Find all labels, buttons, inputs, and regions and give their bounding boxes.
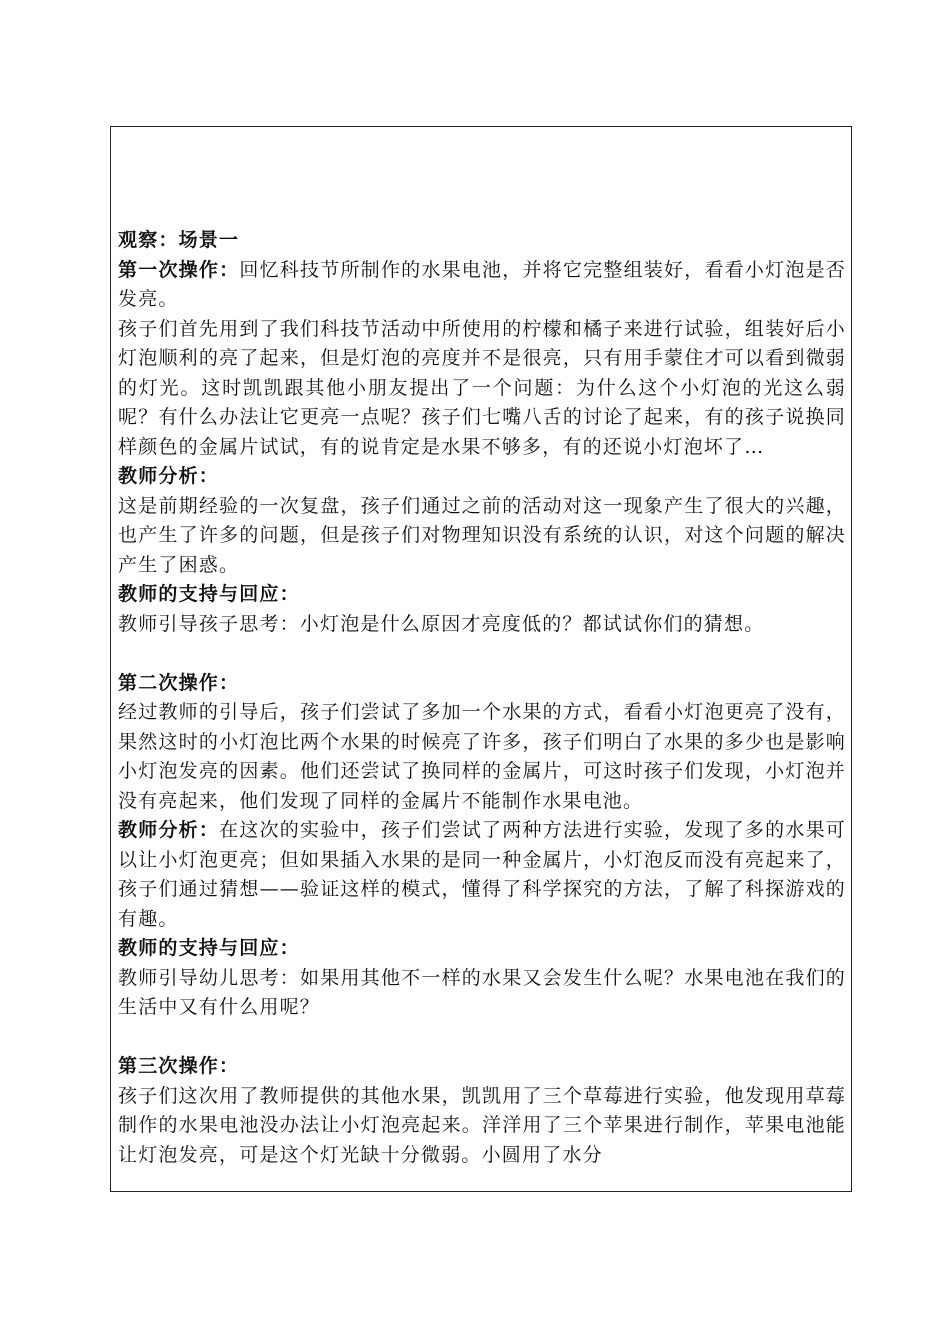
op2-label: 第二次操作： xyxy=(118,671,240,694)
op1-label: 第一次操作： xyxy=(118,258,240,281)
op2-text: 经过教师的引导后，孩子们尝试了多加一个水果的方式，看看小灯泡更亮了没有，果然这时的小灯泡比两个水果的时候亮了许多，孩子们明白了水果的多少也是影响小灯泡发亮的因素。他们还尝试了换同样的金属片，可这时孩子们发现，小灯泡并没有亮起来，他们发现了同样的金属片不能制作水果电池。 xyxy=(118,701,846,812)
spacer xyxy=(118,1023,846,1053)
op1-text: 回忆科技节所制作的水果电池，并将它完整组装好，看看小灯泡是否发亮。 xyxy=(118,258,846,310)
analysis1-text: 这是前期经验的一次复盘，孩子们通过之前的活动对这一现象产生了很大的兴趣，也产生了许多的问题，但是孩子们对物理知识没有系统的认识，对这个问题的解决产生了困惑。 xyxy=(118,494,846,576)
support2-label: 教师的支持与回应： xyxy=(118,937,300,959)
analysis2-text: 在这次的实验中，孩子们尝试了两种方法进行实验，发现了多的水果可以让小灯泡更亮；但如果插入水果的是同一种金属片，小灯泡反而没有亮起来了，孩子们通过猜想——验证这样的模式，懂得了科学探究的方法，了解了科探游戏的有趣。 xyxy=(118,819,846,930)
analysis2-label: 教师分析： xyxy=(118,819,220,841)
op1-paragraph: 孩子们首先用到了我们科技节活动中所使用的柠檬和橘子来进行试验，组装好后小灯泡顺利的亮了起来，但是灯泡的亮度并不是很亮，只有用手蒙住才可以看到微弱的灯光。这时凯凯跟其他小朋友提出了一个问题：为什么这个小灯泡的光这么弱呢？有什么办法让它更亮一点呢？孩子们七嘴八舌的讨论了起来，有的孩子说换同样颜色的金属片试试，有的说肯定是水果不够多，有的还说小灯泡坏了… xyxy=(118,317,846,458)
analysis1-label: 教师分析： xyxy=(118,465,220,487)
op3-text: 孩子们这次用了教师提供的其他水果，凯凯用了三个草莓进行实验，他发现用草莓制作的水果电池没办法让小灯泡亮起来。洋洋用了三个苹果进行制作，苹果电池能让灯泡发亮，可是这个灯光缺十分微弱。小圆用了水分 xyxy=(118,1084,846,1166)
op3-label: 第三次操作： xyxy=(118,1055,240,1077)
op1-block xyxy=(118,256,846,315)
support2-text: 教师引导幼儿思考：如果用其他不一样的水果又会发生什么呢？水果电池在我们的生活中又有什么用呢？ xyxy=(118,966,846,1018)
analysis2-block xyxy=(118,816,846,934)
scene-heading: 观察：场景一 xyxy=(118,229,240,251)
spacer xyxy=(118,639,846,669)
document-body xyxy=(118,226,846,1170)
support1-text: 教师引导孩子思考：小灯泡是什么原因才亮度低的？都试试你们的猜想。 xyxy=(118,612,765,635)
support1-label: 教师的支持与回应： xyxy=(118,583,300,605)
